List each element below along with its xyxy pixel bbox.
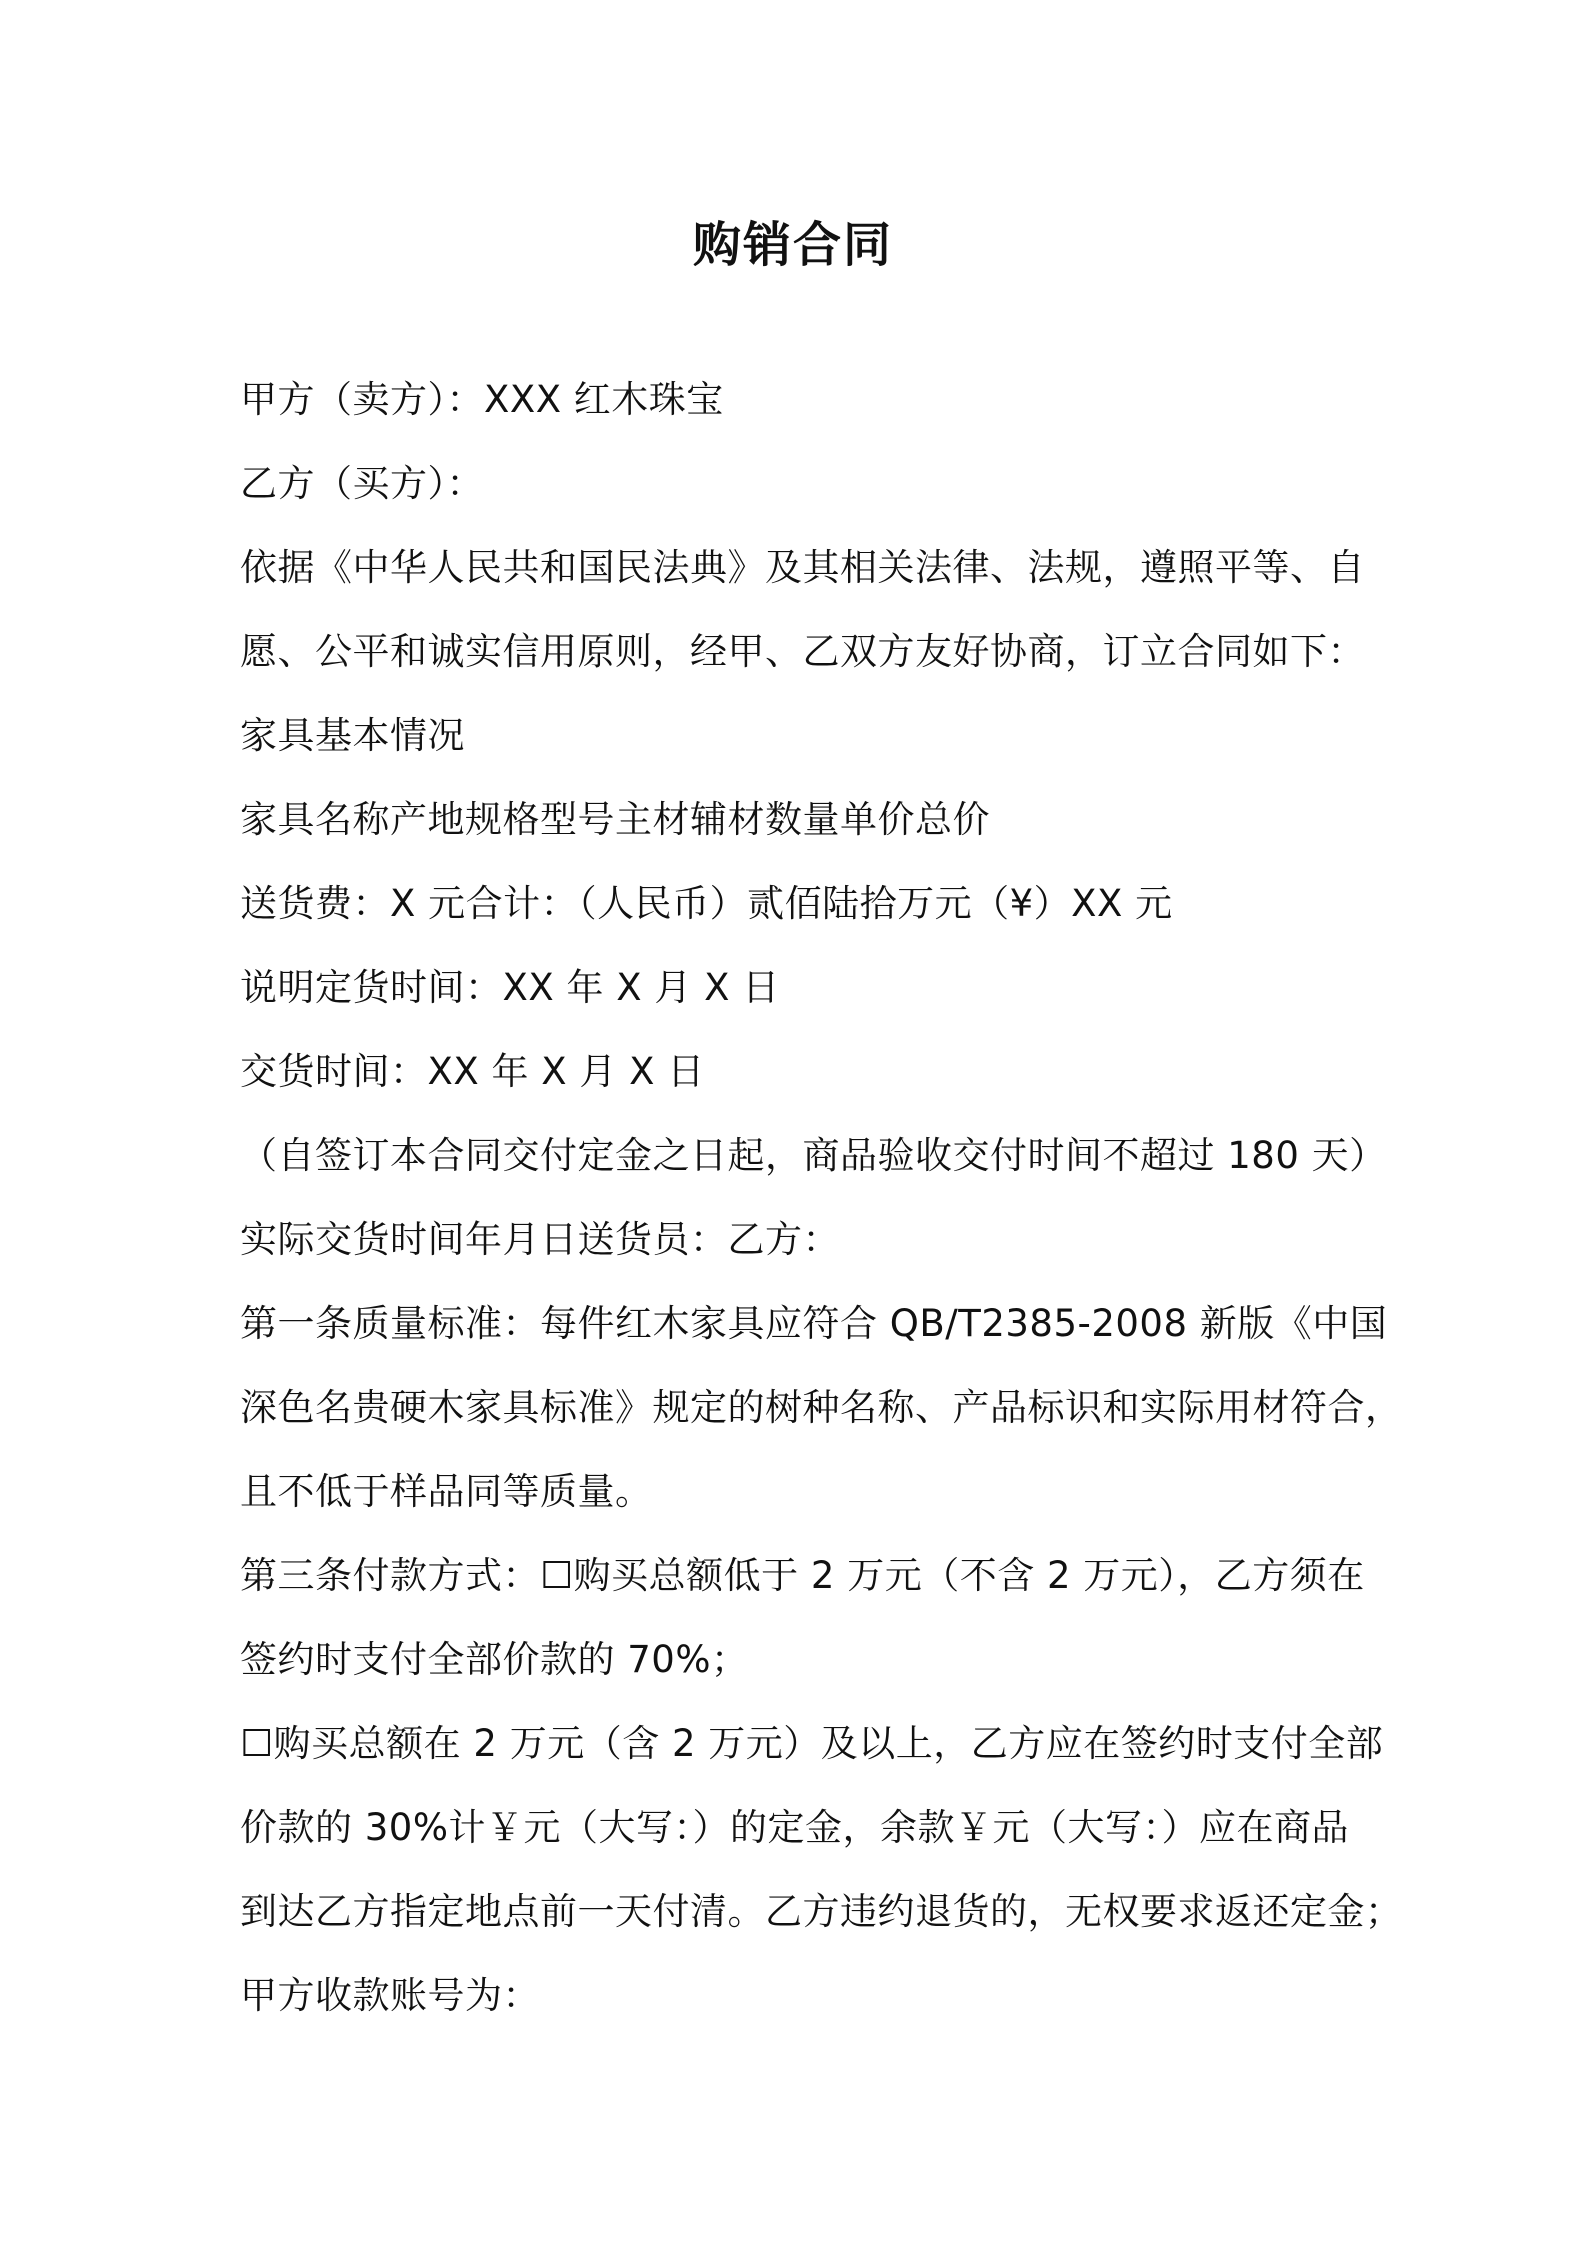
payment-clause-line-2: 签约时支付全部价款的 70%；: [240, 1638, 749, 1681]
document-title: 购销合同: [692, 217, 893, 273]
section-heading-furniture: 家具基本情况: [240, 714, 465, 757]
party-a-line: 甲方（卖方）：XXX 红木珠宝: [240, 378, 724, 421]
quality-clause-line-1: 第一条质量标准：每件红木家具应符合 QB/T2385-2008 新版《中国: [240, 1302, 1388, 1345]
furniture-table-header: 家具名称产地规格型号主材辅材数量单价总价: [240, 798, 990, 841]
delivery-fee-line: 送货费：X 元合计：（人民币）贰佰陆拾万元（¥）XX 元: [240, 882, 1173, 925]
account-number-line: 甲方收款账号为：: [240, 1974, 540, 2017]
payment-clause-line-5: 到达乙方指定地点前一天付清。乙方违约退货的，无权要求返还定金；: [240, 1890, 1403, 1933]
delivery-note-line: （自签订本合同交付定金之日起，商品验收交付时间不超过 180 天）: [240, 1134, 1387, 1177]
delivery-date-line: 交货时间：XX 年 X 月 X 日: [240, 1050, 705, 1093]
contract-body: [240, 358, 1403, 2038]
party-b-line: 乙方（买方）：: [240, 462, 484, 505]
basis-line-2: 愿、公平和诚实信用原则，经甲、乙双方友好协商，订立合同如下：: [240, 630, 1365, 673]
basis-line-1: 依据《中华人民共和国民法典》及其相关法律、法规，遵照平等、自: [240, 546, 1365, 589]
quality-clause-line-2: 深色名贵硬木家具标准》规定的树种名称、产品标识和实际用材符合，: [240, 1386, 1403, 1429]
order-date-line: 说明定货时间：XX 年 X 月 X 日: [240, 966, 780, 1009]
payment-clause-line-4: 价款的 30%计￥元（大写：）的定金，余款￥元（大写：）应在商品: [240, 1806, 1349, 1849]
payment-clause-line-1: 第三条付款方式：☐购买总额低于 2 万元（不含 2 万元），乙方须在: [240, 1554, 1365, 1597]
quality-clause-line-3: 且不低于样品同等质量。: [240, 1470, 653, 1513]
actual-delivery-line: 实际交货时间年月日送货员：乙方：: [240, 1218, 840, 1261]
payment-clause-line-3: ☐购买总额在 2 万元（含 2 万元）及以上，乙方应在签约时支付全部: [240, 1722, 1384, 1765]
